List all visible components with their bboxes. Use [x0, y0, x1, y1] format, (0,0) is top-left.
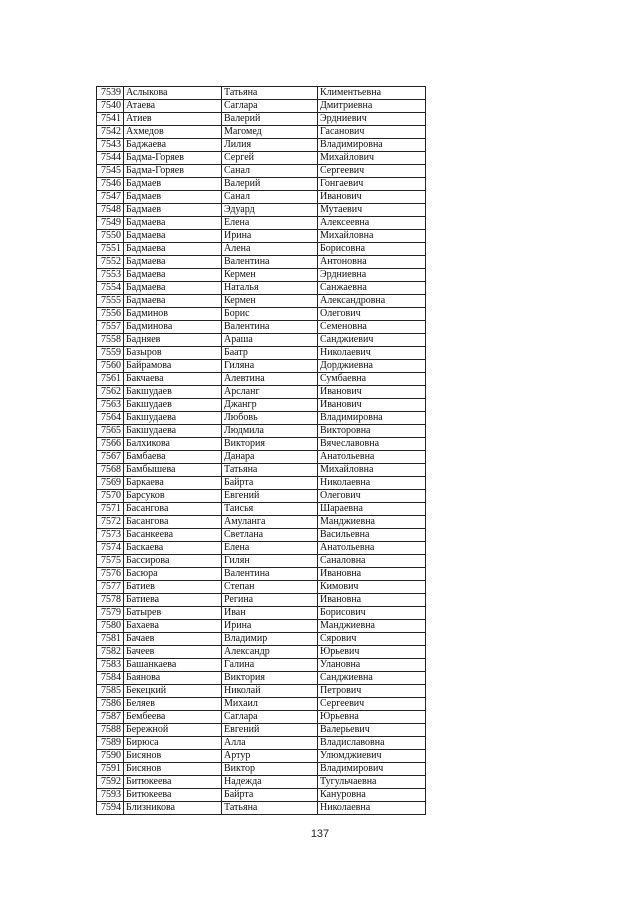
patronymic-cell: Антоновна — [318, 256, 426, 269]
patronymic-cell: Санжаевна — [318, 282, 426, 295]
row-number-cell: 7573 — [97, 529, 124, 542]
row-number-cell: 7578 — [97, 594, 124, 607]
patronymic-cell: Кануровна — [318, 789, 426, 802]
row-number-cell: 7542 — [97, 126, 124, 139]
patronymic-cell: Викторовна — [318, 425, 426, 438]
patronymic-cell: Эрдниевна — [318, 269, 426, 282]
table-row — [97, 685, 426, 698]
surname-cell: Бахаева — [124, 620, 222, 633]
given-name-cell: Кермен — [222, 269, 318, 282]
table-row — [97, 204, 426, 217]
surname-cell: Бакшудаева — [124, 412, 222, 425]
patronymic-cell: Гасанович — [318, 126, 426, 139]
table-row — [97, 516, 426, 529]
table-row — [97, 776, 426, 789]
given-name-cell: Михаил — [222, 698, 318, 711]
patronymic-cell: Борисович — [318, 607, 426, 620]
table-row — [97, 607, 426, 620]
table-row — [97, 672, 426, 685]
patronymic-cell: Дмитриевна — [318, 100, 426, 113]
row-number-cell: 7557 — [97, 321, 124, 334]
patronymic-cell: Улюмджиевич — [318, 750, 426, 763]
row-number-cell: 7564 — [97, 412, 124, 425]
row-number-cell: 7591 — [97, 763, 124, 776]
surname-cell: Атаева — [124, 100, 222, 113]
row-number-cell: 7550 — [97, 230, 124, 243]
surname-cell: Баркаева — [124, 477, 222, 490]
surname-cell: Бадняев — [124, 334, 222, 347]
surname-cell: Бережной — [124, 724, 222, 737]
row-number-cell: 7551 — [97, 243, 124, 256]
patronymic-cell: Манджиевна — [318, 620, 426, 633]
row-number-cell: 7548 — [97, 204, 124, 217]
surname-cell: Бадмаева — [124, 256, 222, 269]
surname-cell: Бадмаева — [124, 230, 222, 243]
surname-cell: Бачаев — [124, 633, 222, 646]
row-number-cell: 7545 — [97, 165, 124, 178]
patronymic-cell: Ивановна — [318, 594, 426, 607]
given-name-cell: Евгений — [222, 724, 318, 737]
given-name-cell: Артур — [222, 750, 318, 763]
row-number-cell: 7583 — [97, 659, 124, 672]
given-name-cell: Алевтина — [222, 373, 318, 386]
surname-cell: Бадмаева — [124, 269, 222, 282]
row-number-cell: 7561 — [97, 373, 124, 386]
surname-cell: Бадминова — [124, 321, 222, 334]
surname-cell: Бачеев — [124, 646, 222, 659]
surname-cell: Батиев — [124, 581, 222, 594]
given-name-cell: Виктория — [222, 438, 318, 451]
given-name-cell: Людмила — [222, 425, 318, 438]
row-number-cell: 7565 — [97, 425, 124, 438]
table-row — [97, 399, 426, 412]
given-name-cell: Таисья — [222, 503, 318, 516]
row-number-cell: 7539 — [97, 87, 124, 100]
patronymic-cell: Борисовна — [318, 243, 426, 256]
row-number-cell: 7582 — [97, 646, 124, 659]
table-row — [97, 243, 426, 256]
patronymic-cell: Сумбаевна — [318, 373, 426, 386]
given-name-cell: Арсланг — [222, 386, 318, 399]
given-name-cell: Валентина — [222, 256, 318, 269]
patronymic-cell: Алексеевна — [318, 217, 426, 230]
patronymic-cell: Улановна — [318, 659, 426, 672]
surname-cell: Бакшудаев — [124, 399, 222, 412]
given-name-cell: Александр — [222, 646, 318, 659]
table-row — [97, 412, 426, 425]
surname-cell: Батырев — [124, 607, 222, 620]
row-number-cell: 7560 — [97, 360, 124, 373]
surname-cell: Бирюса — [124, 737, 222, 750]
surname-cell: Бадмаева — [124, 295, 222, 308]
table-row — [97, 282, 426, 295]
row-number-cell: 7574 — [97, 542, 124, 555]
given-name-cell: Надежда — [222, 776, 318, 789]
table-row — [97, 789, 426, 802]
patronymic-cell: Кимович — [318, 581, 426, 594]
table-row — [97, 581, 426, 594]
patronymic-cell: Иванович — [318, 399, 426, 412]
table-row — [97, 126, 426, 139]
surname-cell: Битюкеева — [124, 776, 222, 789]
given-name-cell: Елена — [222, 217, 318, 230]
row-number-cell: 7562 — [97, 386, 124, 399]
table-row — [97, 724, 426, 737]
given-name-cell: Владимир — [222, 633, 318, 646]
surname-cell: Аслыкова — [124, 87, 222, 100]
row-number-cell: 7589 — [97, 737, 124, 750]
row-number-cell: 7572 — [97, 516, 124, 529]
surname-cell: Баджаева — [124, 139, 222, 152]
given-name-cell: Валентина — [222, 568, 318, 581]
patronymic-cell: Климентьевна — [318, 87, 426, 100]
row-number-cell: 7544 — [97, 152, 124, 165]
row-number-cell: 7585 — [97, 685, 124, 698]
given-name-cell: Баатр — [222, 347, 318, 360]
patronymic-cell: Анатольевна — [318, 542, 426, 555]
given-name-cell: Эдуард — [222, 204, 318, 217]
given-name-cell: Виктор — [222, 763, 318, 776]
row-number-cell: 7543 — [97, 139, 124, 152]
table-row — [97, 802, 426, 815]
row-number-cell: 7577 — [97, 581, 124, 594]
given-name-cell: Гилян — [222, 555, 318, 568]
row-number-cell: 7555 — [97, 295, 124, 308]
table-row — [97, 542, 426, 555]
row-number-cell: 7540 — [97, 100, 124, 113]
table-row — [97, 737, 426, 750]
row-number-cell: 7594 — [97, 802, 124, 815]
table-row — [97, 360, 426, 373]
patronymic-cell: Ивановна — [318, 568, 426, 581]
names-table-body — [97, 87, 426, 815]
given-name-cell: Саглара — [222, 100, 318, 113]
table-row — [97, 308, 426, 321]
given-name-cell: Иван — [222, 607, 318, 620]
surname-cell: Базыров — [124, 347, 222, 360]
surname-cell: Бадмаева — [124, 243, 222, 256]
patronymic-cell: Санджиевна — [318, 672, 426, 685]
table-row — [97, 438, 426, 451]
given-name-cell: Санал — [222, 191, 318, 204]
row-number-cell: 7556 — [97, 308, 124, 321]
row-number-cell: 7547 — [97, 191, 124, 204]
given-name-cell: Саглара — [222, 711, 318, 724]
surname-cell: Батиева — [124, 594, 222, 607]
table-row — [97, 191, 426, 204]
patronymic-cell: Юрьевич — [318, 646, 426, 659]
given-name-cell: Борис — [222, 308, 318, 321]
patronymic-cell: Анатольевна — [318, 451, 426, 464]
row-number-cell: 7568 — [97, 464, 124, 477]
table-row — [97, 152, 426, 165]
given-name-cell: Галина — [222, 659, 318, 672]
given-name-cell: Елена — [222, 542, 318, 555]
patronymic-cell: Сергеевич — [318, 698, 426, 711]
table-row — [97, 113, 426, 126]
table-row — [97, 139, 426, 152]
surname-cell: Басангова — [124, 503, 222, 516]
table-row — [97, 256, 426, 269]
patronymic-cell: Васильевна — [318, 529, 426, 542]
given-name-cell: Джангр — [222, 399, 318, 412]
given-name-cell: Татьяна — [222, 802, 318, 815]
table-row — [97, 165, 426, 178]
row-number-cell: 7581 — [97, 633, 124, 646]
given-name-cell: Степан — [222, 581, 318, 594]
row-number-cell: 7563 — [97, 399, 124, 412]
row-number-cell: 7558 — [97, 334, 124, 347]
row-number-cell: 7559 — [97, 347, 124, 360]
table-row — [97, 87, 426, 100]
given-name-cell: Байрта — [222, 789, 318, 802]
patronymic-cell: Вячеславовна — [318, 438, 426, 451]
patronymic-cell: Владимировна — [318, 412, 426, 425]
given-name-cell: Алена — [222, 243, 318, 256]
patronymic-cell: Олегович — [318, 308, 426, 321]
patronymic-cell: Тугульчаевна — [318, 776, 426, 789]
row-number-cell: 7584 — [97, 672, 124, 685]
given-name-cell: Любовь — [222, 412, 318, 425]
given-name-cell: Татьяна — [222, 87, 318, 100]
row-number-cell: 7579 — [97, 607, 124, 620]
given-name-cell: Араша — [222, 334, 318, 347]
patronymic-cell: Саналовна — [318, 555, 426, 568]
row-number-cell: 7575 — [97, 555, 124, 568]
table-row — [97, 295, 426, 308]
surname-cell: Бембеева — [124, 711, 222, 724]
table-row — [97, 633, 426, 646]
surname-cell: Бакчаева — [124, 373, 222, 386]
surname-cell: Бекецкий — [124, 685, 222, 698]
table-row — [97, 490, 426, 503]
row-number-cell: 7571 — [97, 503, 124, 516]
surname-cell: Бакшудаев — [124, 386, 222, 399]
surname-cell: Байрамова — [124, 360, 222, 373]
given-name-cell: Николай — [222, 685, 318, 698]
surname-cell: Бисянов — [124, 763, 222, 776]
patronymic-cell: Дорджиевна — [318, 360, 426, 373]
surname-cell: Башанкаева — [124, 659, 222, 672]
table-row — [97, 555, 426, 568]
table-row — [97, 620, 426, 633]
given-name-cell: Валентина — [222, 321, 318, 334]
given-name-cell: Кермен — [222, 295, 318, 308]
given-name-cell: Байрта — [222, 477, 318, 490]
patronymic-cell: Иванович — [318, 386, 426, 399]
patronymic-cell: Владимировна — [318, 139, 426, 152]
patronymic-cell: Валерьевич — [318, 724, 426, 737]
row-number-cell: 7541 — [97, 113, 124, 126]
patronymic-cell: Владимирович — [318, 763, 426, 776]
table-row — [97, 464, 426, 477]
page-number: 137 — [310, 828, 330, 840]
surname-cell: Бадмаева — [124, 282, 222, 295]
row-number-cell: 7593 — [97, 789, 124, 802]
given-name-cell: Амуланга — [222, 516, 318, 529]
surname-cell: Балхикова — [124, 438, 222, 451]
surname-cell: Басангова — [124, 516, 222, 529]
row-number-cell: 7549 — [97, 217, 124, 230]
given-name-cell: Наталья — [222, 282, 318, 295]
patronymic-cell: Семеновна — [318, 321, 426, 334]
patronymic-cell: Олегович — [318, 490, 426, 503]
surname-cell: Бадмаева — [124, 217, 222, 230]
table-row — [97, 750, 426, 763]
surname-cell: Бассирова — [124, 555, 222, 568]
patronymic-cell: Николаевна — [318, 477, 426, 490]
table-row — [97, 659, 426, 672]
row-number-cell: 7590 — [97, 750, 124, 763]
row-number-cell: 7587 — [97, 711, 124, 724]
table-row — [97, 568, 426, 581]
given-name-cell: Регина — [222, 594, 318, 607]
table-row — [97, 425, 426, 438]
patronymic-cell: Мутаевич — [318, 204, 426, 217]
patronymic-cell: Сярович — [318, 633, 426, 646]
given-name-cell: Алла — [222, 737, 318, 750]
given-name-cell: Валерий — [222, 178, 318, 191]
row-number-cell: 7588 — [97, 724, 124, 737]
table-row — [97, 100, 426, 113]
surname-cell: Бисянов — [124, 750, 222, 763]
surname-cell: Баскаева — [124, 542, 222, 555]
table-row — [97, 646, 426, 659]
given-name-cell: Евгений — [222, 490, 318, 503]
surname-cell: Бамбышева — [124, 464, 222, 477]
patronymic-cell: Гонгаевич — [318, 178, 426, 191]
table-row — [97, 451, 426, 464]
given-name-cell: Гиляна — [222, 360, 318, 373]
patronymic-cell: Михайловна — [318, 464, 426, 477]
given-name-cell: Светлана — [222, 529, 318, 542]
patronymic-cell: Николаевич — [318, 347, 426, 360]
row-number-cell: 7580 — [97, 620, 124, 633]
row-number-cell: 7554 — [97, 282, 124, 295]
given-name-cell: Магомед — [222, 126, 318, 139]
patronymic-cell: Владиславовна — [318, 737, 426, 750]
patronymic-cell: Юрьевна — [318, 711, 426, 724]
surname-cell: Битюкеева — [124, 789, 222, 802]
surname-cell: Басанкеева — [124, 529, 222, 542]
table-row — [97, 763, 426, 776]
row-number-cell: 7552 — [97, 256, 124, 269]
surname-cell: Ахмедов — [124, 126, 222, 139]
given-name-cell: Данара — [222, 451, 318, 464]
given-name-cell: Татьяна — [222, 464, 318, 477]
patronymic-cell: Эрдниевич — [318, 113, 426, 126]
table-row — [97, 347, 426, 360]
surname-cell: Барсуков — [124, 490, 222, 503]
table-row — [97, 321, 426, 334]
row-number-cell: 7546 — [97, 178, 124, 191]
table-row — [97, 269, 426, 282]
patronymic-cell: Михайловна — [318, 230, 426, 243]
table-row — [97, 230, 426, 243]
given-name-cell: Лилия — [222, 139, 318, 152]
table-row — [97, 217, 426, 230]
surname-cell: Баянова — [124, 672, 222, 685]
table-row — [97, 334, 426, 347]
patronymic-cell: Александровна — [318, 295, 426, 308]
surname-cell: Бадма-Горяев — [124, 165, 222, 178]
given-name-cell: Санал — [222, 165, 318, 178]
given-name-cell: Ирина — [222, 620, 318, 633]
patronymic-cell: Манджиевна — [318, 516, 426, 529]
patronymic-cell: Николаевна — [318, 802, 426, 815]
names-table — [96, 86, 426, 815]
row-number-cell: 7569 — [97, 477, 124, 490]
table-row — [97, 529, 426, 542]
patronymic-cell: Михайлович — [318, 152, 426, 165]
surname-cell: Басюра — [124, 568, 222, 581]
table-row — [97, 698, 426, 711]
patronymic-cell: Шараевна — [318, 503, 426, 516]
surname-cell: Бадмаев — [124, 178, 222, 191]
surname-cell: Бадма-Горяев — [124, 152, 222, 165]
patronymic-cell: Иванович — [318, 191, 426, 204]
row-number-cell: 7576 — [97, 568, 124, 581]
given-name-cell: Сергей — [222, 152, 318, 165]
surname-cell: Близникова — [124, 802, 222, 815]
table-row — [97, 711, 426, 724]
table-row — [97, 477, 426, 490]
surname-cell: Бадминов — [124, 308, 222, 321]
given-name-cell: Виктория — [222, 672, 318, 685]
table-row — [97, 386, 426, 399]
given-name-cell: Ирина — [222, 230, 318, 243]
patronymic-cell: Сергеевич — [318, 165, 426, 178]
table-row — [97, 373, 426, 386]
table-row — [97, 594, 426, 607]
row-number-cell: 7592 — [97, 776, 124, 789]
surname-cell: Бадмаев — [124, 191, 222, 204]
surname-cell: Бадмаев — [124, 204, 222, 217]
row-number-cell: 7553 — [97, 269, 124, 282]
surname-cell: Атиев — [124, 113, 222, 126]
row-number-cell: 7566 — [97, 438, 124, 451]
surname-cell: Бакшудаева — [124, 425, 222, 438]
surname-cell: Бамбаева — [124, 451, 222, 464]
patronymic-cell: Санджиевич — [318, 334, 426, 347]
given-name-cell: Валерий — [222, 113, 318, 126]
table-row — [97, 178, 426, 191]
row-number-cell: 7586 — [97, 698, 124, 711]
table-row — [97, 503, 426, 516]
row-number-cell: 7570 — [97, 490, 124, 503]
row-number-cell: 7567 — [97, 451, 124, 464]
surname-cell: Беляев — [124, 698, 222, 711]
patronymic-cell: Петрович — [318, 685, 426, 698]
